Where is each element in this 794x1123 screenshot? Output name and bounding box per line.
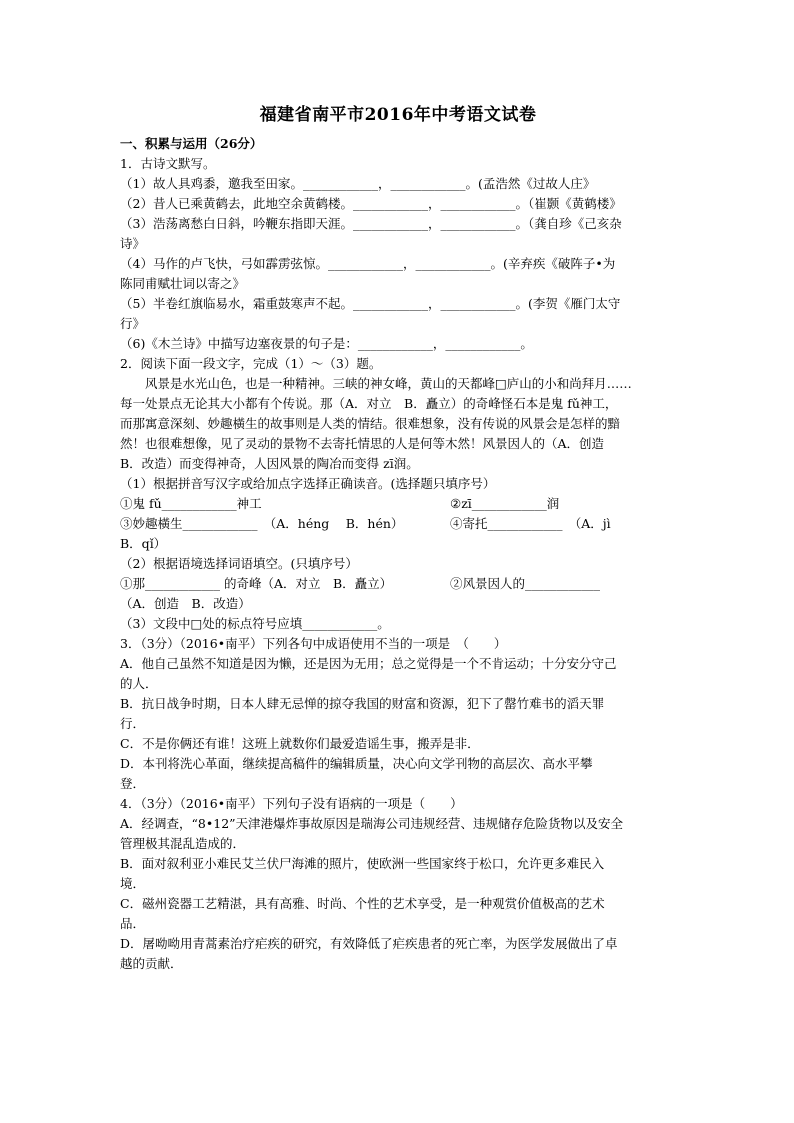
option-line: D．本刊将洗心革面，继续提高稿件的编辑质量，决心向文学刊物的高层次、高水平攀 — [120, 756, 593, 771]
subquestion-3: （3）文段中□处的标点符号应填____________。 — [120, 616, 390, 631]
question-1-line: 诗》 — [120, 236, 146, 251]
answer-row — [120, 514, 676, 534]
question-1-line: 陈同甫赋壮词以寄之》 — [120, 276, 246, 291]
option-line: 行． — [120, 716, 146, 731]
answer-item: B．qǐ） — [120, 536, 167, 551]
option-line: 登． — [120, 776, 146, 791]
option-line: B．抗日战争时期，日本人肆无忌惮的掠夺我国的财富和资源，犯下了罄竹难书的滔天罪 — [120, 696, 605, 711]
question-1-line: （6)《木兰诗》中描写边塞夜景的句子是：____________，____________。 — [120, 336, 533, 351]
answer-row — [120, 574, 676, 594]
passage-line: B．改造）而变得神奇，人因风景的陶冶而变得 zī润。 — [120, 456, 419, 471]
answer-item: ①鬼 fǔ____________神工 — [120, 496, 262, 511]
passage-line: 而那寓意深刻、妙趣橫生的故事则是人类的情结。很难想象，没有传说的风景会是怎样的黯 — [120, 416, 621, 431]
exam-document — [120, 104, 676, 974]
question-2 — [120, 354, 676, 634]
question-3-heading: 3．（3分）（2016•南平）下列各句中成语使用不当的一项是 （ ） — [120, 636, 507, 651]
answer-item: （A．创造 B．改造） — [120, 596, 251, 611]
question-1-line: （1）故人具鸡黍，邀我至田家。____________，____________。(孟浩然《过故人庄》 — [120, 176, 596, 191]
answer-row — [120, 494, 676, 514]
answer-item: ①那____________ 的奇峰（A．对立 B．矗立） — [120, 576, 393, 591]
passage-line: 风景是水光山色，也是一种精神。三峡的神女峰，黄山的天都峰□庐山的小和尚拜月…… — [145, 376, 632, 391]
exam-title: 福建省南平市2016年中考语文试卷 — [259, 105, 537, 125]
option-line: C．不是你俩还有谁！这班上就数你们最爱造谣生事，搬弄是非． — [120, 736, 480, 751]
answer-item: ④寄托____________ （A．jì — [450, 516, 611, 531]
question-1 — [120, 154, 676, 354]
option-line: 品． — [120, 916, 146, 931]
question-1-heading: 1．古诗文默写。 — [120, 156, 216, 171]
subquestion-1: （1）根据拼音写汉字或给加点字选择正确读音。(选择题只填序号） — [120, 476, 496, 491]
question-3 — [120, 634, 676, 794]
answer-item: ②风景因人的____________ — [450, 576, 601, 591]
option-line: A．经调查，“8•12”天津港爆炸事故原因是瑞海公司违规经营、违规储存危险货物以及安全 — [120, 816, 624, 831]
subquestion-2: （2）根据语境选择词语填空。(只填序号） — [120, 556, 358, 571]
option-line: C．磁州瓷器工艺精湛，具有高雅、时尚、个性的艺术享受，是一种观赏价值极高的艺术 — [120, 896, 605, 911]
option-line: B．面对叙利亚小难民艾兰伏尸海滩的照片，使欧洲一些国家终于松口，允许更多难民入 — [120, 856, 605, 871]
option-line: 越的贡献． — [120, 956, 183, 971]
answer-item: ②zī____________润 — [450, 496, 560, 511]
option-line: D．屠呦呦用青蒿素治疗疟疾的研究，有效降低了疟疾患者的死亡率，为医学发展做出了卓 — [120, 936, 618, 951]
section-heading: 一、积累与运用（26分） — [120, 136, 263, 151]
option-line: 境． — [120, 876, 146, 891]
question-4-heading: 4．（3分）（2016•南平）下列句子没有语病的一项是（ ） — [120, 796, 463, 811]
option-line: 的人． — [120, 676, 158, 691]
question-1-line: （4）马作的卢飞快，弓如霹雳弦惊。____________，____________。(辛弃疾《破阵子•为 — [120, 256, 616, 271]
passage-line: 每一处景点无论其大小都有个传说。那（A．对立 B．矗立）的奇峰怪石本是鬼 fǔ神工， — [120, 396, 618, 411]
question-1-line: （2）昔人已乘黄鹤去，此地空余黄鹤楼。____________，____________。（崔颢《黄鹤楼》 — [120, 196, 622, 211]
question-1-line: （5）半卷红旗临易水，霜重鼓寒声不起。____________，____________。(李贺《雁门太守 — [120, 296, 621, 311]
question-1-line: 行》 — [120, 316, 146, 331]
question-4 — [120, 794, 676, 974]
question-2-heading: 2．阅读下面一段文字，完成（1）～（3）题。 — [120, 356, 382, 371]
option-line: 管理极其混乱造成的． — [120, 836, 246, 851]
passage-line: 然！也很难想像，见了灵动的景物不去寄托情思的人是何等木然！风景因人的（A．创造 — [120, 436, 605, 451]
option-line: A．他自己虽然不知道是因为懒，还是因为无用；总之觉得是一个不肯运动；十分安分守己 — [120, 656, 617, 671]
answer-item: ③妙趣橫生____________ （A．héng B．hén） — [120, 516, 404, 531]
question-1-line: （3）浩荡离愁白日斜，吟鞭东指即天涯。____________，____________。（龚自珍《己亥杂 — [120, 216, 622, 231]
